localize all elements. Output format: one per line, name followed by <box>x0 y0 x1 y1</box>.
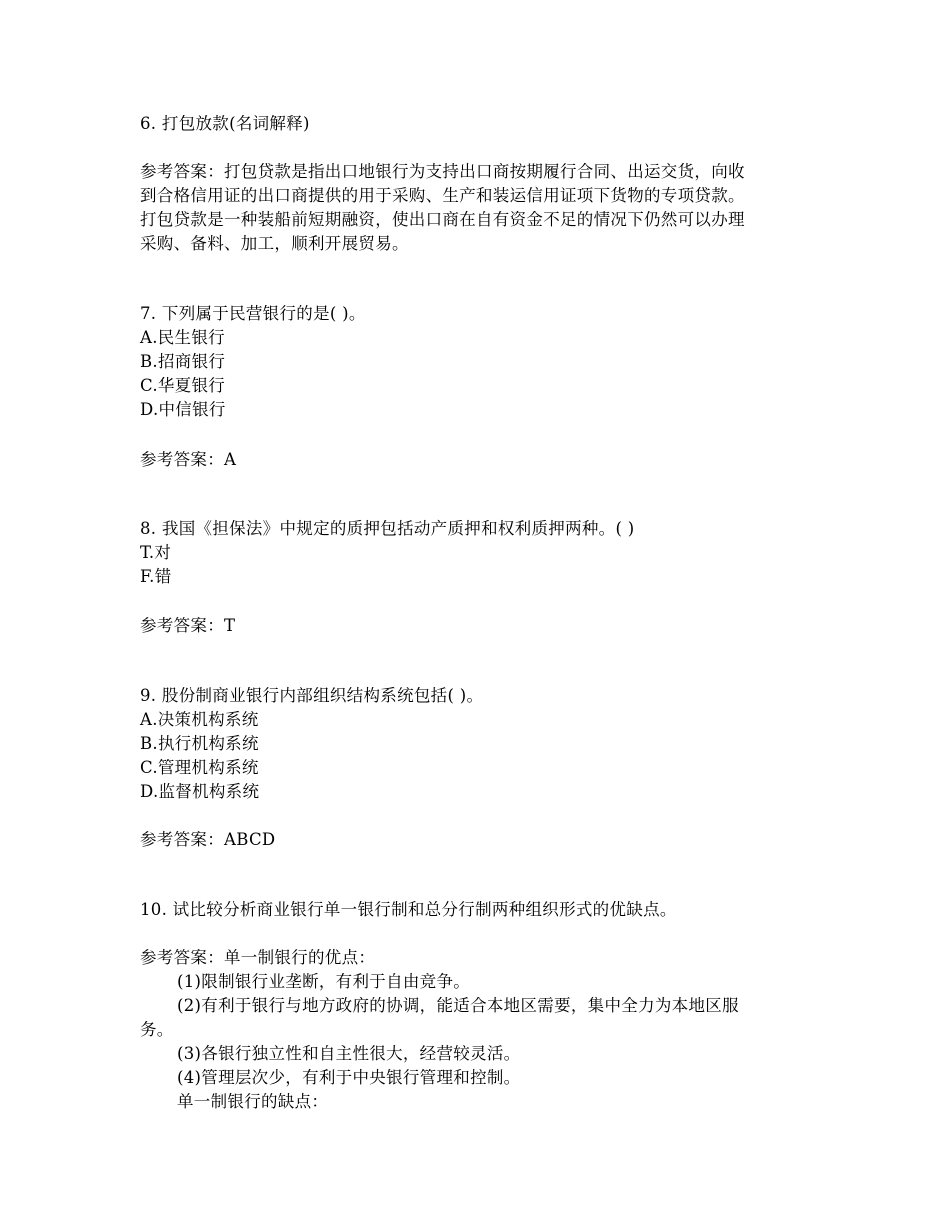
question-7-title: 7. 下列属于民营银行的是( )。 <box>140 304 366 323</box>
question-6-answer-line-1: 参考答案：打包贷款是指出口地银行为支持出口商按期履行合同、出运交货，向收 <box>140 162 745 181</box>
question-6-title: 6. 打包放款(名词解释) <box>140 114 310 133</box>
question-10-answer-line-5: (3)各银行独立性和自主性很大，经营较灵活。 <box>177 1044 521 1063</box>
question-10-answer-line-4: 务。 <box>140 1020 174 1039</box>
question-10-answer-line-1: 参考答案：单一制银行的优点： <box>140 948 376 967</box>
question-10-answer-line-7: 单一制银行的缺点： <box>177 1092 329 1111</box>
question-10-answer-line-3: (2)有利于银行与地方政府的协调，能适合本地区需要，集中全力为本地区服 <box>177 996 739 1015</box>
question-10-answer-line-6: (4)管理层次少，有利于中央银行管理和控制。 <box>177 1068 521 1087</box>
question-10-title: 10. 试比较分析商业银行单一银行制和总分行制两种组织形式的优缺点。 <box>140 900 677 919</box>
question-6-answer-line-4: 采购、备料、加工，顺利开展贸易。 <box>140 234 409 253</box>
question-8-option-f: F.错 <box>140 567 172 586</box>
question-9-option-b: B.执行机构系统 <box>140 734 259 753</box>
question-6-answer-line-3: 打包贷款是一种装船前短期融资，使出口商在自有资金不足的情况下仍然可以办理 <box>140 210 745 229</box>
question-7-answer: 参考答案：A <box>140 450 237 469</box>
question-9-option-a: A.决策机构系统 <box>140 710 259 729</box>
question-8-option-t: T.对 <box>140 543 172 562</box>
question-7-option-a: A.民生银行 <box>140 328 225 347</box>
question-9-option-c: C.管理机构系统 <box>140 758 259 777</box>
question-9-title: 9. 股份制商业银行内部组织结构系统包括( )。 <box>140 686 484 705</box>
question-7-option-c: C.华夏银行 <box>140 376 226 395</box>
question-9-answer: 参考答案：ABCD <box>140 830 276 849</box>
question-7-option-d: D.中信银行 <box>140 400 226 419</box>
question-9-option-d: D.监督机构系统 <box>140 782 260 801</box>
question-8-title: 8. 我国《担保法》中规定的质押包括动产质押和权利质押两种。( ) <box>140 519 635 538</box>
question-6-answer-line-2: 到合格信用证的出口商提供的用于采购、生产和装运信用证项下货物的专项贷款。 <box>140 186 745 205</box>
question-7-option-b: B.招商银行 <box>140 352 226 371</box>
question-8-answer: 参考答案：T <box>140 616 236 635</box>
question-10-answer-line-2: (1)限制银行业垄断，有利于自由竞争。 <box>177 972 471 991</box>
